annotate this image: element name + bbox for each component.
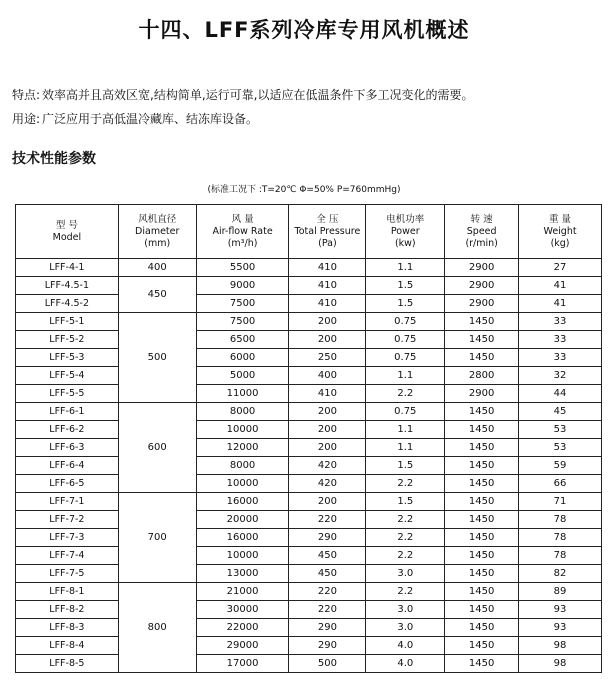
cell-power: 1.1 bbox=[366, 259, 445, 277]
cell-pressure: 200 bbox=[289, 403, 366, 421]
cell-airflow: 20000 bbox=[196, 511, 289, 529]
cell-speed: 1450 bbox=[445, 493, 519, 511]
cell-model: LFF-5-3 bbox=[16, 349, 119, 367]
table-row bbox=[16, 331, 602, 349]
table-row bbox=[16, 529, 602, 547]
table-row bbox=[16, 547, 602, 565]
cell-model: LFF-7-3 bbox=[16, 529, 119, 547]
cell-pressure: 410 bbox=[289, 259, 366, 277]
table-row bbox=[16, 259, 602, 277]
page-title: 十四、LFF系列冷库专用风机概述 bbox=[138, 18, 470, 42]
cell-weight: 32 bbox=[519, 367, 602, 385]
cell-weight: 66 bbox=[519, 475, 602, 493]
column-header-cn: 风 量 bbox=[231, 213, 254, 225]
cell-airflow: 10000 bbox=[196, 421, 289, 439]
cell-airflow: 7500 bbox=[196, 313, 289, 331]
table-row bbox=[16, 439, 602, 457]
column-header-diameter bbox=[118, 205, 196, 259]
cell-weight: 93 bbox=[519, 619, 602, 637]
cell-pressure: 200 bbox=[289, 331, 366, 349]
cell-weight: 44 bbox=[519, 385, 602, 403]
table-row bbox=[16, 601, 602, 619]
column-header-unit: (kg) bbox=[550, 237, 570, 249]
cell-speed: 1450 bbox=[445, 565, 519, 583]
section-title: 技术性能参数 bbox=[12, 151, 96, 167]
column-header-speed bbox=[445, 205, 519, 259]
cell-speed: 2900 bbox=[445, 259, 519, 277]
cell-speed: 2800 bbox=[445, 367, 519, 385]
cell-speed: 1450 bbox=[445, 313, 519, 331]
column-header-unit: (r/min) bbox=[465, 237, 498, 249]
cell-pressure: 400 bbox=[289, 367, 366, 385]
column-header-en: Diameter bbox=[135, 225, 180, 237]
table-row bbox=[16, 349, 602, 367]
cell-diameter: 800 bbox=[118, 583, 196, 673]
table-row bbox=[16, 475, 602, 493]
cell-pressure: 500 bbox=[289, 655, 366, 673]
table-row bbox=[16, 655, 602, 673]
cell-model: LFF-4.5-2 bbox=[16, 295, 119, 313]
cell-pressure: 220 bbox=[289, 601, 366, 619]
column-header-cn: 转 速 bbox=[470, 213, 493, 225]
cell-model: LFF-4.5-1 bbox=[16, 277, 119, 295]
cell-weight: 41 bbox=[519, 295, 602, 313]
cell-power: 1.1 bbox=[366, 421, 445, 439]
column-header-airflow bbox=[196, 205, 289, 259]
cell-model: LFF-4-1 bbox=[16, 259, 119, 277]
table-row bbox=[16, 313, 602, 331]
column-header-weight bbox=[519, 205, 602, 259]
cell-weight: 98 bbox=[519, 637, 602, 655]
cell-model: LFF-8-5 bbox=[16, 655, 119, 673]
column-header-en: Air-flow Rate bbox=[212, 225, 273, 237]
features-text: 效率高并且高效区宽,结构简单,运行可靠,以适应在低温条件下多工况变化的需要。 bbox=[42, 88, 474, 102]
cell-weight: 89 bbox=[519, 583, 602, 601]
cell-diameter: 700 bbox=[118, 493, 196, 583]
cell-airflow: 9000 bbox=[196, 277, 289, 295]
cell-model: LFF-8-3 bbox=[16, 619, 119, 637]
cell-diameter: 500 bbox=[118, 313, 196, 403]
column-header-unit: (m³/h) bbox=[227, 237, 258, 249]
features-line bbox=[12, 86, 474, 103]
cell-power: 1.1 bbox=[366, 367, 445, 385]
spec-table bbox=[15, 204, 602, 673]
cell-airflow: 5000 bbox=[196, 367, 289, 385]
cell-airflow: 8000 bbox=[196, 403, 289, 421]
cell-pressure: 290 bbox=[289, 637, 366, 655]
cell-speed: 1450 bbox=[445, 349, 519, 367]
cell-speed: 1450 bbox=[445, 439, 519, 457]
table-row bbox=[16, 421, 602, 439]
table-row bbox=[16, 457, 602, 475]
table-row bbox=[16, 511, 602, 529]
cell-weight: 98 bbox=[519, 655, 602, 673]
cell-weight: 53 bbox=[519, 439, 602, 457]
cell-power: 2.2 bbox=[366, 583, 445, 601]
cell-pressure: 220 bbox=[289, 511, 366, 529]
cell-weight: 27 bbox=[519, 259, 602, 277]
cell-weight: 33 bbox=[519, 349, 602, 367]
cell-weight: 33 bbox=[519, 313, 602, 331]
cell-weight: 59 bbox=[519, 457, 602, 475]
table-row bbox=[16, 637, 602, 655]
cell-power: 2.2 bbox=[366, 547, 445, 565]
cell-weight: 82 bbox=[519, 565, 602, 583]
cell-power: 0.75 bbox=[366, 331, 445, 349]
cell-speed: 1450 bbox=[445, 655, 519, 673]
cell-airflow: 13000 bbox=[196, 565, 289, 583]
table-row bbox=[16, 619, 602, 637]
cell-airflow: 22000 bbox=[196, 619, 289, 637]
cell-speed: 1450 bbox=[445, 619, 519, 637]
column-header-en: Model bbox=[52, 231, 82, 243]
cell-speed: 1450 bbox=[445, 529, 519, 547]
cell-airflow: 16000 bbox=[196, 529, 289, 547]
cell-airflow: 8000 bbox=[196, 457, 289, 475]
cell-weight: 33 bbox=[519, 331, 602, 349]
usage-label: 用途: bbox=[12, 112, 41, 126]
cell-speed: 1450 bbox=[445, 331, 519, 349]
cell-pressure: 200 bbox=[289, 421, 366, 439]
cell-power: 3.0 bbox=[366, 619, 445, 637]
cell-pressure: 420 bbox=[289, 475, 366, 493]
cell-speed: 1450 bbox=[445, 637, 519, 655]
cell-weight: 78 bbox=[519, 547, 602, 565]
cell-power: 3.0 bbox=[366, 601, 445, 619]
cell-pressure: 410 bbox=[289, 277, 366, 295]
cell-pressure: 420 bbox=[289, 457, 366, 475]
usage-text: 广泛应用于高低温冷藏库、结冻库设备。 bbox=[42, 112, 259, 126]
cell-weight: 45 bbox=[519, 403, 602, 421]
column-header-unit: (mm) bbox=[144, 237, 171, 249]
cell-model: LFF-6-2 bbox=[16, 421, 119, 439]
cell-airflow: 6000 bbox=[196, 349, 289, 367]
cell-model: LFF-8-1 bbox=[16, 583, 119, 601]
cell-pressure: 290 bbox=[289, 529, 366, 547]
cell-speed: 2900 bbox=[445, 385, 519, 403]
cell-airflow: 5500 bbox=[196, 259, 289, 277]
cell-power: 0.75 bbox=[366, 313, 445, 331]
cell-speed: 1450 bbox=[445, 547, 519, 565]
cell-model: LFF-6-5 bbox=[16, 475, 119, 493]
cell-pressure: 220 bbox=[289, 583, 366, 601]
cell-power: 0.75 bbox=[366, 403, 445, 421]
column-header-pressure bbox=[289, 205, 366, 259]
cell-speed: 1450 bbox=[445, 601, 519, 619]
cell-airflow: 30000 bbox=[196, 601, 289, 619]
cell-model: LFF-7-5 bbox=[16, 565, 119, 583]
table-row bbox=[16, 583, 602, 601]
table-row bbox=[16, 403, 602, 421]
cell-model: LFF-7-4 bbox=[16, 547, 119, 565]
cell-diameter: 450 bbox=[118, 277, 196, 313]
column-header-cn: 风机直径 bbox=[138, 213, 177, 225]
features-label: 特点: bbox=[12, 88, 41, 102]
cell-airflow: 21000 bbox=[196, 583, 289, 601]
cell-pressure: 200 bbox=[289, 493, 366, 511]
cell-model: LFF-5-4 bbox=[16, 367, 119, 385]
cell-speed: 2900 bbox=[445, 295, 519, 313]
column-header-en: Total Pressure bbox=[294, 225, 361, 237]
cell-model: LFF-6-1 bbox=[16, 403, 119, 421]
cell-airflow: 10000 bbox=[196, 547, 289, 565]
cell-diameter: 600 bbox=[118, 403, 196, 493]
column-header-unit: (kw) bbox=[394, 237, 416, 249]
cell-power: 2.2 bbox=[366, 529, 445, 547]
cell-model: LFF-8-4 bbox=[16, 637, 119, 655]
cell-airflow: 10000 bbox=[196, 475, 289, 493]
cell-speed: 1450 bbox=[445, 475, 519, 493]
cell-pressure: 200 bbox=[289, 439, 366, 457]
cell-model: LFF-5-2 bbox=[16, 331, 119, 349]
cell-speed: 1450 bbox=[445, 403, 519, 421]
cell-speed: 2900 bbox=[445, 277, 519, 295]
standard-conditions: (标准工况下 :T=20℃ Φ=50% P=760mmHg) bbox=[207, 185, 401, 195]
cell-pressure: 410 bbox=[289, 295, 366, 313]
cell-power: 1.5 bbox=[366, 493, 445, 511]
cell-airflow: 16000 bbox=[196, 493, 289, 511]
cell-power: 2.2 bbox=[366, 511, 445, 529]
column-header-en: Power bbox=[390, 225, 420, 237]
usage-line bbox=[12, 110, 258, 127]
cell-pressure: 450 bbox=[289, 547, 366, 565]
cell-model: LFF-5-5 bbox=[16, 385, 119, 403]
cell-power: 4.0 bbox=[366, 655, 445, 673]
cell-power: 0.75 bbox=[366, 349, 445, 367]
cell-airflow: 6500 bbox=[196, 331, 289, 349]
cell-speed: 1450 bbox=[445, 457, 519, 475]
table-row bbox=[16, 367, 602, 385]
cell-airflow: 17000 bbox=[196, 655, 289, 673]
cell-speed: 1450 bbox=[445, 421, 519, 439]
cell-model: LFF-6-4 bbox=[16, 457, 119, 475]
cell-pressure: 290 bbox=[289, 619, 366, 637]
cell-power: 1.5 bbox=[366, 277, 445, 295]
cell-weight: 53 bbox=[519, 421, 602, 439]
cell-power: 1.5 bbox=[366, 295, 445, 313]
cell-weight: 78 bbox=[519, 511, 602, 529]
table-row bbox=[16, 385, 602, 403]
column-header-cn: 重 量 bbox=[549, 213, 572, 225]
column-header-model bbox=[16, 205, 119, 259]
table-body bbox=[16, 259, 602, 673]
column-header-unit: (Pa) bbox=[318, 237, 337, 249]
cell-weight: 78 bbox=[519, 529, 602, 547]
cell-weight: 93 bbox=[519, 601, 602, 619]
cell-power: 2.2 bbox=[366, 385, 445, 403]
cell-airflow: 7500 bbox=[196, 295, 289, 313]
cell-airflow: 29000 bbox=[196, 637, 289, 655]
column-header-en: Speed bbox=[466, 225, 497, 237]
column-header-cn: 全 压 bbox=[316, 213, 339, 225]
column-header-power bbox=[366, 205, 445, 259]
cell-speed: 1450 bbox=[445, 583, 519, 601]
cell-model: LFF-6-3 bbox=[16, 439, 119, 457]
column-header-en: Weight bbox=[543, 225, 577, 237]
cell-pressure: 250 bbox=[289, 349, 366, 367]
cell-pressure: 450 bbox=[289, 565, 366, 583]
cell-power: 4.0 bbox=[366, 637, 445, 655]
table-row bbox=[16, 493, 602, 511]
cell-model: LFF-5-1 bbox=[16, 313, 119, 331]
table-header-row bbox=[16, 205, 602, 259]
cell-weight: 41 bbox=[519, 277, 602, 295]
cell-weight: 71 bbox=[519, 493, 602, 511]
cell-pressure: 410 bbox=[289, 385, 366, 403]
cell-power: 1.5 bbox=[366, 457, 445, 475]
column-header-cn: 电机功率 bbox=[386, 213, 425, 225]
table-row bbox=[16, 565, 602, 583]
cell-model: LFF-8-2 bbox=[16, 601, 119, 619]
table-row bbox=[16, 295, 602, 313]
column-header-cn: 型 号 bbox=[55, 219, 78, 231]
cell-airflow: 11000 bbox=[196, 385, 289, 403]
cell-power: 1.1 bbox=[366, 439, 445, 457]
cell-model: LFF-7-2 bbox=[16, 511, 119, 529]
cell-power: 3.0 bbox=[366, 565, 445, 583]
cell-model: LFF-7-1 bbox=[16, 493, 119, 511]
cell-airflow: 12000 bbox=[196, 439, 289, 457]
table-row bbox=[16, 277, 602, 295]
cell-diameter: 400 bbox=[118, 259, 196, 277]
cell-speed: 1450 bbox=[445, 511, 519, 529]
cell-power: 2.2 bbox=[366, 475, 445, 493]
cell-pressure: 200 bbox=[289, 313, 366, 331]
